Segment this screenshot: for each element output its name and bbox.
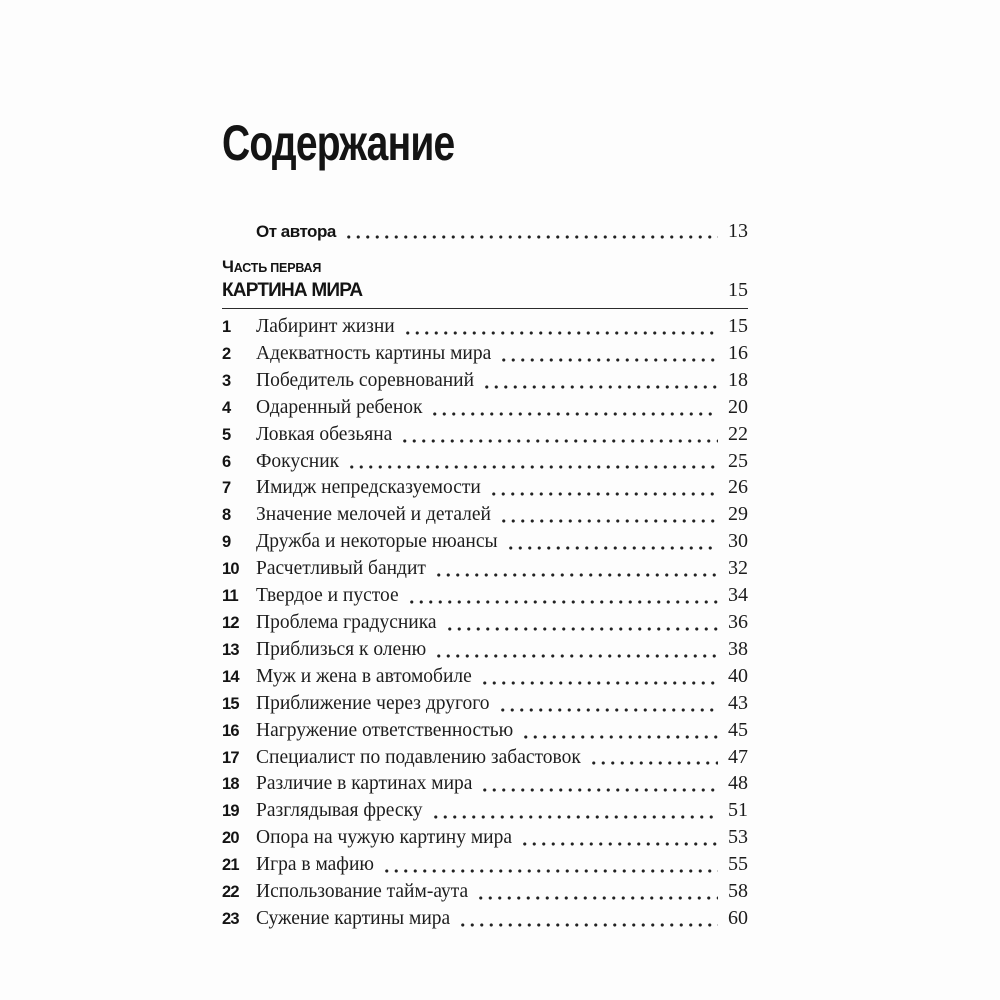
dot-leader xyxy=(400,314,718,341)
toc-entry xyxy=(222,691,748,718)
chapter-title: Адекватность картины мира xyxy=(256,342,492,364)
part-title-row xyxy=(222,279,748,309)
chapter-title: Фокусник xyxy=(256,450,340,472)
chapter-title: Дружба и некоторые нюансы xyxy=(256,531,498,553)
chapter-title: Имидж непредсказуемости xyxy=(256,477,481,499)
chapter-number: 21 xyxy=(222,856,239,875)
toc-entry xyxy=(222,449,748,476)
chapter-number: 14 xyxy=(222,667,239,686)
chapter-page: 22 xyxy=(728,422,748,445)
dot-leader xyxy=(379,852,718,879)
toc-entry xyxy=(222,529,748,556)
chapter-page: 38 xyxy=(728,637,748,660)
chapter-title: Одаренный ребенок xyxy=(256,396,423,418)
chapter-title: Значение мелочей и деталей xyxy=(256,504,491,526)
part-header xyxy=(222,259,748,309)
chapter-page: 36 xyxy=(728,610,748,633)
toc-entry xyxy=(222,664,748,691)
dot-leader xyxy=(503,529,718,556)
chapter-number: 1 xyxy=(222,318,231,336)
chapter-number: 5 xyxy=(222,425,231,444)
chapter-number: 16 xyxy=(222,721,239,740)
dot-leader xyxy=(431,637,718,664)
toc-entry xyxy=(222,556,748,583)
dot-leader xyxy=(486,475,718,502)
chapter-title: Приближение через другого xyxy=(256,692,490,714)
dot-leader xyxy=(427,395,718,422)
toc-entry xyxy=(222,879,748,906)
toc-entry xyxy=(222,610,748,637)
toc-entry xyxy=(222,825,748,852)
chapter-page: 25 xyxy=(728,449,748,472)
chapter-number: 15 xyxy=(222,694,239,713)
dot-leader xyxy=(431,556,718,583)
chapter-number: 13 xyxy=(222,640,239,659)
chapter-number: 22 xyxy=(222,883,239,902)
chapter-title: Победитель соревнований xyxy=(256,369,475,391)
dot-leader xyxy=(404,583,718,610)
chapter-page: 18 xyxy=(728,368,748,391)
front-matter-label: От автора xyxy=(256,222,336,241)
toc-entry xyxy=(222,745,748,772)
chapter-page: 53 xyxy=(728,826,748,849)
chapter-number: 23 xyxy=(222,909,239,928)
chapter-title: Проблема градусника xyxy=(256,611,437,633)
chapter-page: 55 xyxy=(728,853,748,876)
chapter-title: Расчетливый бандит xyxy=(256,558,426,580)
chapter-title: Специалист по подавлению забастовок xyxy=(256,746,581,768)
chapter-number: 11 xyxy=(222,587,238,606)
chapter-title: Опора на чужую картину мира xyxy=(256,827,513,849)
dot-leader xyxy=(473,879,718,906)
chapter-page: 15 xyxy=(728,315,748,337)
chapter-page: 16 xyxy=(728,341,748,364)
toc-entry xyxy=(222,852,748,879)
chapter-title: Твердое и пустое xyxy=(256,585,399,607)
dot-leader xyxy=(496,341,718,368)
chapter-number: 18 xyxy=(222,775,239,794)
chapter-page: 47 xyxy=(728,745,748,768)
page-title: Содержание xyxy=(222,115,455,171)
chapter-page: 20 xyxy=(728,395,748,418)
chapter-page: 60 xyxy=(728,906,748,929)
toc-entry xyxy=(222,368,748,395)
dot-leader xyxy=(586,745,718,772)
chapter-title: Сужение картины мира xyxy=(256,907,451,929)
toc-entry xyxy=(222,395,748,422)
chapter-page: 51 xyxy=(728,799,748,822)
toc-entry xyxy=(222,771,748,798)
toc-entry xyxy=(222,583,748,610)
chapter-page: 45 xyxy=(728,718,748,741)
chapter-page: 40 xyxy=(728,664,748,687)
chapter-number: 17 xyxy=(222,748,239,767)
dot-leader xyxy=(496,502,718,529)
chapter-title: Приблизься к оленю xyxy=(256,638,427,660)
toc-entry xyxy=(222,637,748,664)
chapter-title: Нагружение ответственностью xyxy=(256,719,514,741)
front-matter-row xyxy=(222,218,748,245)
chapter-title: Игра в мафию xyxy=(256,854,374,876)
dot-leader xyxy=(455,906,718,933)
chapter-number: 7 xyxy=(222,479,231,498)
chapter-number: 8 xyxy=(222,506,231,525)
dot-leader xyxy=(344,449,718,476)
dot-leader xyxy=(495,691,718,718)
part-title: КАРТИНА МИРА xyxy=(222,280,363,301)
toc-entry xyxy=(222,475,748,502)
part-page-number: 15 xyxy=(728,279,748,301)
chapter-title: Использование тайм-аута xyxy=(256,881,469,903)
dot-leader xyxy=(477,664,718,691)
chapter-page: 32 xyxy=(728,557,748,580)
chapter-number: 12 xyxy=(222,613,239,632)
chapter-number: 4 xyxy=(222,398,231,417)
chapter-page: 29 xyxy=(728,503,748,526)
toc-entry xyxy=(222,906,748,933)
chapter-number: 10 xyxy=(222,560,239,579)
dot-leader xyxy=(477,771,718,798)
chapter-title: Лабиринт жизни xyxy=(256,316,395,337)
toc-entry xyxy=(222,718,748,745)
toc-entry xyxy=(222,798,748,825)
dot-leader xyxy=(518,718,718,745)
chapter-page: 43 xyxy=(728,691,748,714)
chapter-title: Различие в картинах мира xyxy=(256,773,473,795)
chapter-page: 30 xyxy=(728,530,748,553)
chapter-title: Ловкая обезьяна xyxy=(256,423,393,445)
chapter-number: 9 xyxy=(222,533,231,552)
toc-entry xyxy=(222,422,748,449)
part-kicker: ЧАСТЬ ПЕРВАЯ xyxy=(222,257,322,276)
toc-entry xyxy=(222,314,748,341)
chapter-page: 48 xyxy=(728,772,748,795)
chapter-title: Разглядывая фреску xyxy=(256,800,423,822)
chapter-number: 6 xyxy=(222,452,231,471)
chapter-page: 26 xyxy=(728,476,748,499)
chapter-number: 20 xyxy=(222,829,239,848)
chapter-page: 58 xyxy=(728,880,748,903)
dot-leader xyxy=(517,825,718,852)
front-matter-page-number: 13 xyxy=(728,220,748,242)
dot-leader xyxy=(397,422,718,449)
chapter-number: 2 xyxy=(222,344,231,363)
chapter-list xyxy=(222,314,748,933)
chapter-number: 19 xyxy=(222,802,239,821)
dot-leader xyxy=(428,798,718,825)
toc-entry xyxy=(222,502,748,529)
dot-leader xyxy=(479,368,718,395)
toc-entry xyxy=(222,341,748,368)
dot-leader xyxy=(341,218,718,245)
dot-leader xyxy=(442,610,718,637)
chapter-page: 34 xyxy=(728,584,748,607)
chapter-number: 3 xyxy=(222,371,231,390)
chapter-title: Муж и жена в автомобиле xyxy=(256,665,472,687)
